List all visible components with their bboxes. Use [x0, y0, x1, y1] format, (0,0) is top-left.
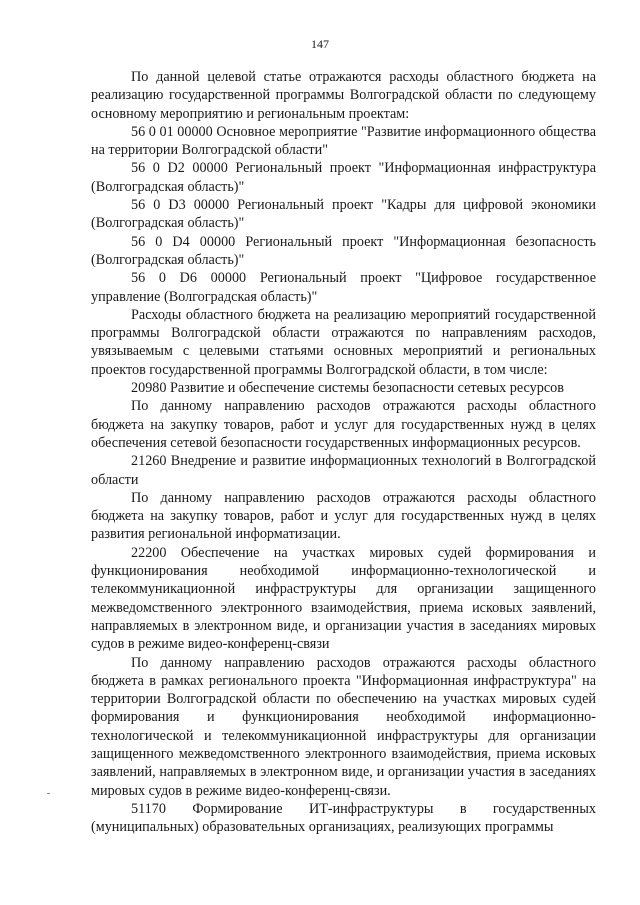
paragraph-intro: По данной целевой статье отражаются расходы областного бюджета на реализацию государственной программы Волгоградской области по следующему основному мероприятию и региональным проектам:	[91, 69, 596, 122]
paragraph-project-d4: 56 0 D4 00000 Региональный проект "Информационная безопасность (Волгоградская область)"	[91, 233, 596, 268]
page-number: 147	[311, 37, 329, 51]
paragraph-code-22200: 22200 Обеспечение на участках мировых судей формирования и функционирования необходимой информационно-технологической и телекоммуникационной инфраструктуры для организации защищенного межведомственного электронного взаимодействия, приема исковых заявлений, направляемых в электронном виде, и организации участия в заседаниях мировых судов в режиме видео-конференц-связи	[91, 544, 596, 653]
paragraph-code-51170: 51170 Формирование ИТ-инфраструктуры в государственных (муниципальных) образовательных организациях, реализующих программы	[91, 800, 596, 836]
paragraph-code-20980-desc: По данному направлению расходов отражаются расходы областного бюджета на закупку товаров, работ и услуг для государственных нужд в целях обеспечения сетевой безопасности государственных информационных ресурсов.	[91, 398, 596, 451]
document-body	[91, 68, 596, 836]
paragraph-expenses-intro: Расходы областного бюджета на реализацию мероприятий государственной программы Волгоградской области отражаются по направлениям расходов, увязываемым с целевыми статьями основных мероприятий и региональных проектов государственной программы Волгоградской области, в том числе:	[91, 306, 596, 378]
paragraph-code-20980: 20980 Развитие и обеспечение системы безопасности сетевых ресурсов	[131, 380, 564, 397]
paragraph-project-d2: 56 0 D2 00000 Региональный проект "Информационная инфраструктура (Волгоградская область)"	[91, 160, 596, 195]
paragraph-main-event-56001: 56 0 01 00000 Основное мероприятие "Развитие информационного общества на территории Волгоградской области"	[91, 123, 596, 159]
scan-mark	[47, 793, 50, 794]
paragraph-code-21260: 21260 Внедрение и развитие информационных технологий в Волгоградской области	[91, 453, 596, 488]
paragraph-project-d3: 56 0 D3 00000 Региональный проект "Кадры для цифровой экономики (Волгоградская область)"	[91, 197, 596, 232]
paragraph-code-21260-desc: По данному направлению расходов отражаются расходы областного бюджета на закупку товаров, работ и услуг для государственных нужд в целях развития региональной информатизации.	[91, 489, 596, 543]
paragraph-project-d6: 56 0 D6 00000 Региональный проект "Цифровое государственное управление (Волгоградская область)"	[91, 270, 596, 305]
paragraph-code-22200-desc: По данному направлению расходов отражаются расходы областного бюджета в рамках регионального проекта "Информационная инфраструктура" на территории Волгоградской области по обеспечению на участках мировых судей формирования и функционирования необходимой информационно-технологической и телекоммуникационной инфраструктуры для организации защищенного межведомственного электронного взаимодействия, приема исковых заявлений, направляемых в электронном виде, и организации участия в заседаниях мировых судов в режиме видео-конференц-связи.	[91, 654, 596, 799]
